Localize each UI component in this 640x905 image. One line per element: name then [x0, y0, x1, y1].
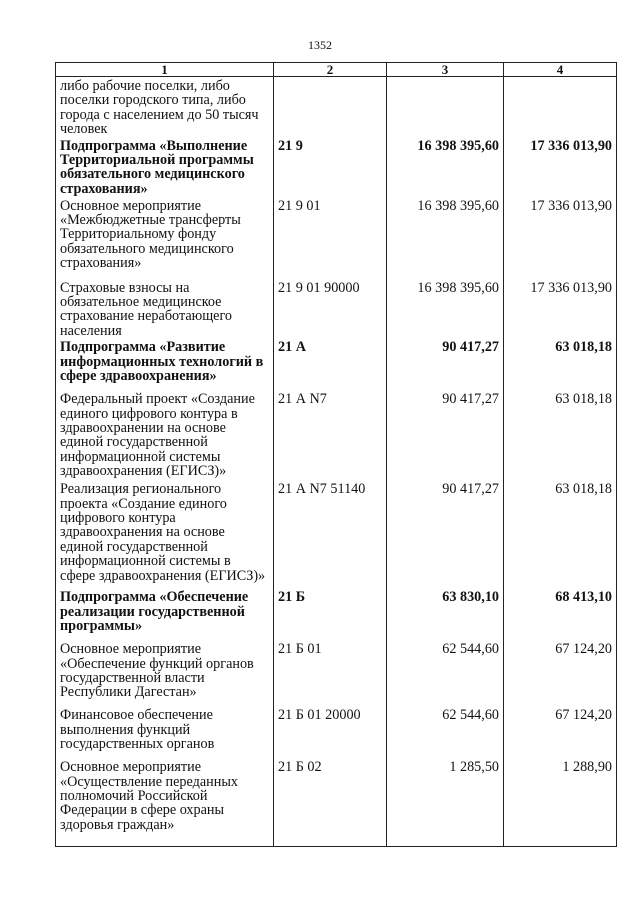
- table-body: [56, 77, 617, 847]
- row-name-cell: Подпрограмма «Выполнение Территориальной программы обязательного медицинского страхования»: [56, 137, 274, 197]
- row-name-cell: либо рабочие поселки, либо поселки городского типа, либо города с населением до 50 тысяч человек: [56, 77, 274, 137]
- row-code-cell: 21 Б 02: [274, 758, 387, 846]
- row-name-cell: Финансовое обеспечение выполнения функций государственных органов: [56, 706, 274, 758]
- row-code-cell: 21 А: [274, 338, 387, 390]
- row-value-2020-cell: [387, 77, 504, 137]
- row-value-2020-cell: 90 417,27: [387, 480, 504, 588]
- table-row: [56, 77, 617, 137]
- row-value-2020-cell: 90 417,27: [387, 390, 504, 480]
- row-value-2021-cell: [504, 77, 617, 137]
- row-value-2020-cell: 63 830,10: [387, 588, 504, 640]
- row-value-2021-cell: 63 018,18: [504, 480, 617, 588]
- row-code-cell: 21 А N7 51140: [274, 480, 387, 588]
- table-header: [56, 63, 617, 77]
- row-code-cell: [274, 77, 387, 137]
- row-value-2021-cell: 67 124,20: [504, 640, 617, 706]
- row-value-2020-cell: 62 544,60: [387, 706, 504, 758]
- row-value-2021-cell: 67 124,20: [504, 706, 617, 758]
- row-value-2020-cell: 16 398 395,60: [387, 197, 504, 279]
- row-code-cell: 21 9: [274, 137, 387, 197]
- table-row: [56, 640, 617, 706]
- table-row: [56, 338, 617, 390]
- row-value-2021-cell: 17 336 013,90: [504, 137, 617, 197]
- row-code-cell: 21 9 01 90000: [274, 279, 387, 339]
- row-name-cell: Страховые взносы на обязательное медицинское страхование неработающего населения: [56, 279, 274, 339]
- row-value-2021-cell: 63 018,18: [504, 390, 617, 480]
- row-value-2020-cell: 16 398 395,60: [387, 279, 504, 339]
- row-name-cell: Подпрограмма «Обеспечение реализации государственной программы»: [56, 588, 274, 640]
- table-row: [56, 137, 617, 197]
- table-row: [56, 480, 617, 588]
- row-value-2020-cell: 90 417,27: [387, 338, 504, 390]
- table-row: [56, 390, 617, 480]
- row-name-cell: Основное мероприятие «Осуществление переданных полномочий Российской Федерации в сфере охраны здоровья граждан»: [56, 758, 274, 846]
- row-code-cell: 21 Б: [274, 588, 387, 640]
- page-number: 1352: [308, 38, 332, 52]
- budget-table: [55, 62, 617, 847]
- row-name-cell: Основное мероприятие «Обеспечение функций органов государственной власти Республики Дагестан»: [56, 640, 274, 706]
- table-row: [56, 706, 617, 758]
- row-value-2021-cell: 17 336 013,90: [504, 279, 617, 339]
- row-name-cell: Федеральный проект «Создание единого цифрового контура в здравоохранении на основе единой государственной информационной системы здравоохранения (ЕГИСЗ)»: [56, 390, 274, 480]
- table-row: [56, 758, 617, 846]
- column-header-2: 2: [274, 63, 387, 77]
- row-code-cell: 21 Б 01 20000: [274, 706, 387, 758]
- row-name-cell: Основное мероприятие «Межбюджетные трансферты Территориальному фонду обязательного медицинского страхования»: [56, 197, 274, 279]
- column-header-1: 1: [56, 63, 274, 77]
- row-name-cell: Реализация регионального проекта «Создание единого цифрового контура здравоохранения на основе единой государственной информационной системы в сфере здравоохранения (ЕГИСЗ)»: [56, 480, 274, 588]
- table-row: [56, 279, 617, 339]
- column-header-4: 4: [504, 63, 617, 77]
- row-value-2020-cell: 16 398 395,60: [387, 137, 504, 197]
- row-code-cell: 21 9 01: [274, 197, 387, 279]
- row-value-2021-cell: 1 288,90: [504, 758, 617, 846]
- column-header-3: 3: [387, 63, 504, 77]
- row-value-2021-cell: 17 336 013,90: [504, 197, 617, 279]
- table-row: [56, 197, 617, 279]
- row-value-2021-cell: 63 018,18: [504, 338, 617, 390]
- row-code-cell: 21 Б 01: [274, 640, 387, 706]
- row-code-cell: 21 А N7: [274, 390, 387, 480]
- row-value-2020-cell: 1 285,50: [387, 758, 504, 846]
- row-value-2021-cell: 68 413,10: [504, 588, 617, 640]
- row-value-2020-cell: 62 544,60: [387, 640, 504, 706]
- row-name-cell: Подпрограмма «Развитие информационных технологий в сфере здравоохранения»: [56, 338, 274, 390]
- table-row: [56, 588, 617, 640]
